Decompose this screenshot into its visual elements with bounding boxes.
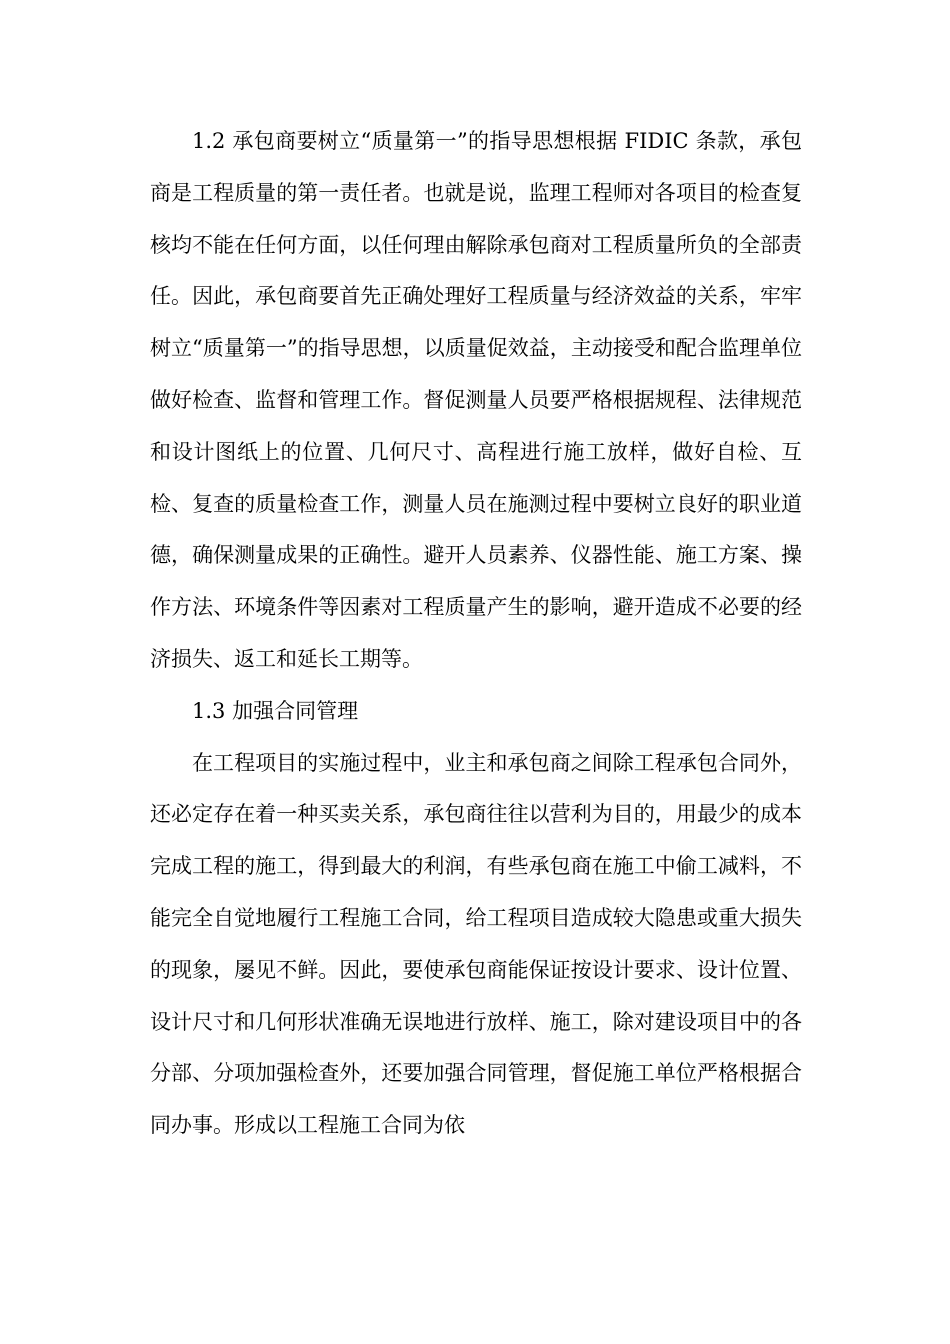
section-heading-1-3: 1.3 加强合同管理 — [192, 698, 359, 723]
document-page — [150, 116, 802, 1152]
paragraph-1-3: 在工程项目的实施过程中，业主和承包商之间除工程承包合同外，还必定存在着一种买卖关系，承包商往往以营利为目的，用最少的成本完成工程的施工，得到最大的利润，有些承包商在施工中偷工减料，不能完全自觉地履行工程施工合同，给工程项目造成较大隐患或重大损失的现象，屡见不鲜。因此，要使承包商能保证按设计要求、设计位置、设计尺寸和几何形状准确无误地进行放样、施工，除对建设项目中的各分部、分项加强检查外，还要加强合同管理，督促施工单位严格根据合同办事。形成以工程施工合同为依 — [150, 750, 802, 1138]
paragraph-1-2: 1.2 承包商要树立“质量第一”的指导思想根据 FIDIC 条款，承包商是工程质量的第一责任者。也就是说，监理工程师对各项目的检查复核均不能在任何方面，以任何理由解除承包商对工程质量所负的全部责任。因此，承包商要首先正确处理好工程质量与经济效益的关系，牢牢树立“质量第一”的指导思想，以质量促效益，主动接受和配合监理单位做好检查、监督和管理工作。督促测量人员要严格根据规程、法律规范和设计图纸上的位置、几何尺寸、高程进行施工放样，做好自检、互检、复查的质量检查工作，测量人员在施测过程中要树立良好的职业道德，确保测量成果的正确性。避开人员素养、仪器性能、施工方案、操作方法、环境条件等因素对工程质量产生的影响，避开造成不必要的经济损失、返工和延长工期等。 — [150, 129, 802, 671]
